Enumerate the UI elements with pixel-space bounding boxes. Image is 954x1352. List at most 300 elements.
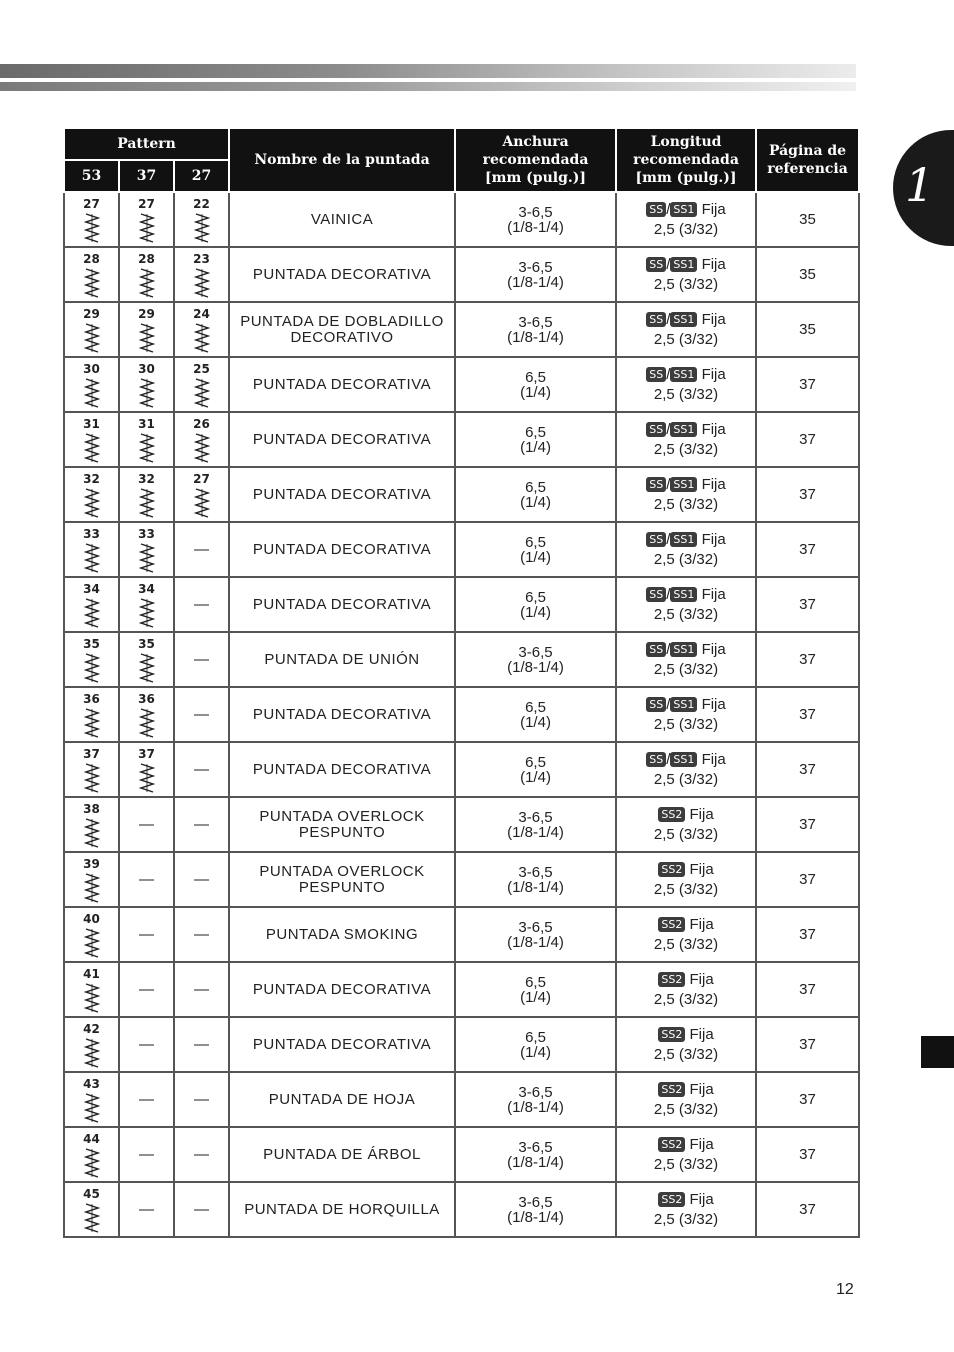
foot-badge: SS1 [670, 257, 697, 272]
pattern-empty: — [174, 687, 229, 742]
table-row [64, 1127, 859, 1182]
pattern-cell [64, 1072, 119, 1127]
length-value: 2,5 (3/32) [653, 990, 719, 1008]
length-value: 2,5 (3/32) [653, 550, 719, 568]
pattern-cell [64, 1017, 119, 1072]
stitch-width [455, 577, 616, 632]
stitch-name [229, 742, 455, 797]
pattern-number: 39 [83, 857, 100, 871]
length-foot-line [617, 805, 755, 825]
stitch-pattern-icon [139, 378, 155, 408]
width-mm: 3-6,5 [518, 918, 553, 936]
foot-separator: / [666, 530, 671, 548]
foot-separator: / [666, 200, 671, 218]
pattern-number: 36 [138, 692, 155, 706]
pattern-number: 27 [83, 197, 100, 211]
stitch-name-line: VAINICA [310, 210, 374, 228]
width-mm: 6,5 [525, 973, 546, 991]
reference-page: 37 [756, 742, 859, 797]
width-mm: 6,5 [525, 698, 546, 716]
length-value: 2,5 (3/32) [653, 220, 719, 238]
length-fixed: Fija [701, 200, 726, 218]
pattern-cell [119, 357, 174, 412]
pattern-number: 42 [83, 1022, 100, 1036]
pattern-number: 22 [193, 197, 210, 211]
stitch-pattern-icon [139, 653, 155, 683]
header-length-line: Longitud [650, 134, 722, 150]
width-mm: 3-6,5 [518, 313, 553, 331]
stitch-width [455, 467, 616, 522]
stitch-name-line: PUNTADA OVERLOCK [259, 862, 425, 880]
pattern-number: 37 [138, 747, 155, 761]
length-fixed: Fija [701, 365, 726, 383]
width-inch: (1/4) [520, 493, 551, 511]
pattern-cell [64, 302, 119, 357]
header-width-line: [mm (pulg.)] [485, 170, 586, 186]
stitch-name-line: PUNTADA DECORATIVA [252, 705, 432, 723]
stitch-name [229, 632, 455, 687]
reference-page: 35 [756, 247, 859, 302]
width-inch: (1/4) [520, 383, 551, 401]
chapter-number: 1 [905, 158, 935, 212]
width-inch: (1/8-1/4) [507, 1208, 564, 1226]
pattern-cell [64, 577, 119, 632]
table-row [64, 467, 859, 522]
foot-badge: SS [646, 532, 666, 547]
length-value: 2,5 (3/32) [653, 1100, 719, 1118]
table-header [64, 128, 859, 192]
stitch-name-line: PUNTADA DECORATIVA [252, 980, 432, 998]
stitch-name-line: PESPUNTO [298, 823, 386, 841]
stitch-width [455, 357, 616, 412]
pattern-cell [119, 467, 174, 522]
side-marker [921, 1036, 954, 1068]
width-mm: 6,5 [525, 1028, 546, 1046]
foot-badge: SS2 [658, 1027, 685, 1042]
length-foot-line [617, 695, 755, 715]
reference-page: 37 [756, 1017, 859, 1072]
foot-badge: SS [646, 477, 666, 492]
foot-badge: SS [646, 587, 666, 602]
length-value: 2,5 (3/32) [653, 330, 719, 348]
stitch-name-line: PUNTADA SMOKING [265, 925, 419, 943]
width-inch: (1/4) [520, 713, 551, 731]
stitch-pattern-icon [84, 213, 100, 243]
width-mm: 3-6,5 [518, 1083, 553, 1101]
length-value: 2,5 (3/32) [653, 275, 719, 293]
stitch-name-line: PUNTADA OVERLOCK [259, 807, 425, 825]
stitch-name-line: PUNTADA DE ÁRBOL [263, 1145, 421, 1163]
stitch-name-line: PUNTADA DECORATIVA [252, 375, 432, 393]
stitch-length [616, 687, 756, 742]
reference-page: 37 [756, 632, 859, 687]
stitch-name [229, 907, 455, 962]
reference-page: 37 [756, 962, 859, 1017]
stitch-name-line: PUNTADA DE HOJA [268, 1090, 416, 1108]
pattern-empty: — [174, 742, 229, 797]
stitch-length [616, 1072, 756, 1127]
reference-page: 37 [756, 357, 859, 412]
stitch-pattern-icon [84, 928, 100, 958]
pattern-cell [119, 247, 174, 302]
reference-page: 37 [756, 467, 859, 522]
pattern-empty: — [174, 1127, 229, 1182]
pattern-number: 32 [138, 472, 155, 486]
pattern-empty: — [119, 1072, 174, 1127]
table-row [64, 1182, 859, 1237]
pattern-number: 30 [138, 362, 155, 376]
stitch-pattern-icon [84, 543, 100, 573]
stitch-pattern-icon [84, 323, 100, 353]
stitch-pattern-icon [139, 268, 155, 298]
width-mm: 6,5 [525, 423, 546, 441]
width-inch: (1/8-1/4) [507, 273, 564, 291]
width-mm: 6,5 [525, 478, 546, 496]
width-mm: 3-6,5 [518, 258, 553, 276]
stitch-length [616, 797, 756, 852]
foot-badge: SS [646, 312, 666, 327]
stitch-name [229, 962, 455, 1017]
foot-badge: SS1 [670, 697, 697, 712]
width-inch: (1/4) [520, 988, 551, 1006]
stitch-pattern-icon [84, 268, 100, 298]
pattern-empty: — [119, 797, 174, 852]
stitch-table [63, 127, 860, 1238]
length-fixed: Fija [689, 915, 714, 933]
table-row [64, 357, 859, 412]
pattern-number: 32 [83, 472, 100, 486]
pattern-number: 27 [138, 197, 155, 211]
length-foot-line [617, 640, 755, 660]
width-inch: (1/4) [520, 603, 551, 621]
header-width-line: Anchura [502, 134, 569, 150]
width-inch: (1/8-1/4) [507, 328, 564, 346]
stitch-pattern-icon [139, 213, 155, 243]
pattern-cell [119, 632, 174, 687]
stitch-width [455, 797, 616, 852]
header-model-37: 37 [119, 160, 174, 192]
pattern-empty: — [119, 1182, 174, 1237]
stitch-width [455, 247, 616, 302]
table-row [64, 742, 859, 797]
length-value: 2,5 (3/32) [653, 1155, 719, 1173]
length-fixed: Fija [701, 695, 726, 713]
length-fixed: Fija [689, 1135, 714, 1153]
stitch-name-line: PUNTADA DE UNIÓN [264, 650, 420, 668]
table-row [64, 852, 859, 907]
foot-separator: / [666, 420, 671, 438]
table-row [64, 1072, 859, 1127]
stitch-name [229, 687, 455, 742]
pattern-cell [64, 1127, 119, 1182]
pattern-cell [64, 467, 119, 522]
stitch-length [616, 522, 756, 577]
reference-page: 37 [756, 1182, 859, 1237]
width-inch: (1/8-1/4) [507, 658, 564, 676]
pattern-cell [64, 192, 119, 247]
stitch-pattern-icon [84, 598, 100, 628]
stitch-pattern-icon [84, 433, 100, 463]
stitch-pattern-icon [84, 1038, 100, 1068]
header-name: Nombre de la puntada [229, 128, 455, 192]
pattern-cell [64, 797, 119, 852]
length-fixed: Fija [701, 530, 726, 548]
stitch-width [455, 412, 616, 467]
pattern-number: 45 [83, 1187, 100, 1201]
foot-badge: SS2 [658, 972, 685, 987]
reference-page: 35 [756, 192, 859, 247]
stitch-width [455, 1127, 616, 1182]
table-row [64, 522, 859, 577]
stitch-name [229, 412, 455, 467]
stitch-name [229, 1072, 455, 1127]
length-foot-line [617, 915, 755, 935]
stitch-length [616, 632, 756, 687]
length-value: 2,5 (3/32) [653, 1210, 719, 1228]
pattern-number: 26 [193, 417, 210, 431]
pattern-cell [64, 852, 119, 907]
pattern-number: 30 [83, 362, 100, 376]
stitch-name [229, 1017, 455, 1072]
stitch-length [616, 1127, 756, 1182]
foot-badge: SS [646, 202, 666, 217]
stitch-pattern-icon [84, 818, 100, 848]
length-fixed: Fija [701, 475, 726, 493]
stitch-pattern-icon [84, 873, 100, 903]
stitch-pattern-icon [84, 488, 100, 518]
length-foot-line [617, 1025, 755, 1045]
stitch-length [616, 852, 756, 907]
foot-badge: SS1 [670, 422, 697, 437]
width-inch: (1/8-1/4) [507, 878, 564, 896]
length-value: 2,5 (3/32) [653, 1045, 719, 1063]
stitch-name [229, 577, 455, 632]
table-row [64, 302, 859, 357]
stitch-name [229, 522, 455, 577]
length-foot-line [617, 365, 755, 385]
length-foot-line [617, 420, 755, 440]
length-value: 2,5 (3/32) [653, 605, 719, 623]
pattern-cell [174, 412, 229, 467]
stitch-width [455, 852, 616, 907]
pattern-cell [64, 742, 119, 797]
pattern-cell [64, 907, 119, 962]
foot-separator: / [666, 695, 671, 713]
width-inch: (1/8-1/4) [507, 218, 564, 236]
pattern-number: 31 [83, 417, 100, 431]
stitch-name [229, 302, 455, 357]
stitch-pattern-icon [84, 708, 100, 738]
pattern-number: 43 [83, 1077, 100, 1091]
pattern-empty: — [174, 1017, 229, 1072]
stitch-name-line: PUNTADA DE DOBLADILLO [240, 312, 444, 330]
pattern-number: 28 [83, 252, 100, 266]
stitch-length [616, 742, 756, 797]
pattern-cell [174, 357, 229, 412]
pattern-cell [174, 302, 229, 357]
stitch-name-line: PUNTADA DECORATIVA [252, 595, 432, 613]
length-foot-line [617, 475, 755, 495]
stitch-length [616, 302, 756, 357]
pattern-empty: — [174, 577, 229, 632]
pattern-empty: — [174, 632, 229, 687]
pattern-cell [119, 192, 174, 247]
width-mm: 3-6,5 [518, 808, 553, 826]
table-row [64, 577, 859, 632]
width-inch: (1/4) [520, 438, 551, 456]
length-foot-line [617, 1135, 755, 1155]
pattern-number: 25 [193, 362, 210, 376]
header-ref [756, 128, 859, 192]
reference-page: 37 [756, 522, 859, 577]
width-mm: 6,5 [525, 588, 546, 606]
stitch-name-line: PUNTADA DE HORQUILLA [244, 1200, 440, 1218]
pattern-empty: — [174, 962, 229, 1017]
table-body [64, 192, 859, 1237]
width-mm: 3-6,5 [518, 863, 553, 881]
pattern-number: 33 [83, 527, 100, 541]
width-inch: (1/4) [520, 548, 551, 566]
foot-separator: / [666, 310, 671, 328]
length-foot-line [617, 255, 755, 275]
pattern-cell [64, 962, 119, 1017]
foot-badge: SS1 [670, 642, 697, 657]
reference-page: 37 [756, 412, 859, 467]
length-value: 2,5 (3/32) [653, 495, 719, 513]
length-value: 2,5 (3/32) [653, 935, 719, 953]
stitch-pattern-icon [139, 543, 155, 573]
stitch-length [616, 907, 756, 962]
stitch-length [616, 357, 756, 412]
foot-badge: SS1 [670, 312, 697, 327]
stitch-pattern-icon [139, 433, 155, 463]
reference-page: 37 [756, 1127, 859, 1182]
length-value: 2,5 (3/32) [653, 660, 719, 678]
header-length-line: [mm (pulg.)] [635, 170, 737, 186]
foot-badge: SS2 [658, 807, 685, 822]
stitch-width [455, 302, 616, 357]
header-band-top [0, 64, 856, 78]
foot-badge: SS1 [670, 367, 697, 382]
pattern-empty: — [174, 907, 229, 962]
pattern-cell [64, 632, 119, 687]
length-fixed: Fija [689, 1025, 714, 1043]
stitch-name [229, 1182, 455, 1237]
length-fixed: Fija [701, 255, 726, 273]
header-width-line: recomendada [482, 152, 589, 168]
stitch-name-line: PUNTADA DECORATIVA [252, 540, 432, 558]
pattern-empty: — [174, 522, 229, 577]
stitch-width [455, 1072, 616, 1127]
stitch-pattern-icon [139, 708, 155, 738]
length-foot-line [617, 585, 755, 605]
width-mm: 3-6,5 [518, 1193, 553, 1211]
reference-page: 37 [756, 852, 859, 907]
length-fixed: Fija [701, 640, 726, 658]
width-mm: 6,5 [525, 368, 546, 386]
foot-badge: SS2 [658, 1192, 685, 1207]
width-inch: (1/8-1/4) [507, 1098, 564, 1116]
table-row [64, 412, 859, 467]
pattern-cell [119, 577, 174, 632]
length-foot-line [617, 860, 755, 880]
header-ref-line: referencia [767, 161, 848, 177]
pattern-number: 35 [83, 637, 100, 651]
header-ref-line: Página de [768, 143, 847, 159]
width-inch: (1/8-1/4) [507, 823, 564, 841]
stitch-length [616, 1182, 756, 1237]
pattern-cell [174, 467, 229, 522]
pattern-number: 37 [83, 747, 100, 761]
pattern-number: 38 [83, 802, 100, 816]
stitch-length [616, 192, 756, 247]
stitch-name-line: PUNTADA DECORATIVA [252, 265, 432, 283]
stitch-pattern-icon [84, 983, 100, 1013]
foot-badge: SS [646, 257, 666, 272]
stitch-width [455, 687, 616, 742]
stitch-width [455, 962, 616, 1017]
reference-page: 37 [756, 907, 859, 962]
foot-badge: SS [646, 367, 666, 382]
length-value: 2,5 (3/32) [653, 715, 719, 733]
width-inch: (1/8-1/4) [507, 933, 564, 951]
pattern-number: 34 [83, 582, 100, 596]
width-inch: (1/8-1/4) [507, 1153, 564, 1171]
foot-badge: SS [646, 642, 666, 657]
pattern-empty: — [119, 1017, 174, 1072]
stitch-pattern-icon [84, 378, 100, 408]
foot-badge: SS1 [670, 477, 697, 492]
length-foot-line [617, 750, 755, 770]
stitch-pattern-icon [139, 488, 155, 518]
pattern-cell [174, 247, 229, 302]
pattern-number: 29 [83, 307, 100, 321]
pattern-number: 31 [138, 417, 155, 431]
table-row [64, 962, 859, 1017]
stitch-pattern-icon [194, 488, 210, 518]
pattern-number: 28 [138, 252, 155, 266]
foot-badge: SS1 [670, 587, 697, 602]
stitch-name-line: PUNTADA DECORATIVA [252, 760, 432, 778]
pattern-cell [119, 742, 174, 797]
length-fixed: Fija [689, 1080, 714, 1098]
stitch-name [229, 797, 455, 852]
pattern-cell [119, 687, 174, 742]
length-foot-line [617, 200, 755, 220]
stitch-name-line: PUNTADA DECORATIVA [252, 485, 432, 503]
length-fixed: Fija [701, 420, 726, 438]
pattern-number: 33 [138, 527, 155, 541]
foot-badge: SS [646, 752, 666, 767]
stitch-length [616, 467, 756, 522]
table-row [64, 632, 859, 687]
pattern-number: 44 [83, 1132, 100, 1146]
header-pattern: Pattern [64, 128, 229, 160]
length-foot-line [617, 970, 755, 990]
pattern-empty: — [174, 852, 229, 907]
header-width [455, 128, 616, 192]
length-value: 2,5 (3/32) [653, 440, 719, 458]
stitch-pattern-icon [84, 1203, 100, 1233]
length-value: 2,5 (3/32) [653, 880, 719, 898]
stitch-width [455, 1017, 616, 1072]
length-fixed: Fija [701, 750, 726, 768]
stitch-name-line: DECORATIVO [290, 328, 394, 346]
length-fixed: Fija [689, 805, 714, 823]
width-mm: 3-6,5 [518, 203, 553, 221]
reference-page: 37 [756, 687, 859, 742]
foot-badge: SS2 [658, 1082, 685, 1097]
